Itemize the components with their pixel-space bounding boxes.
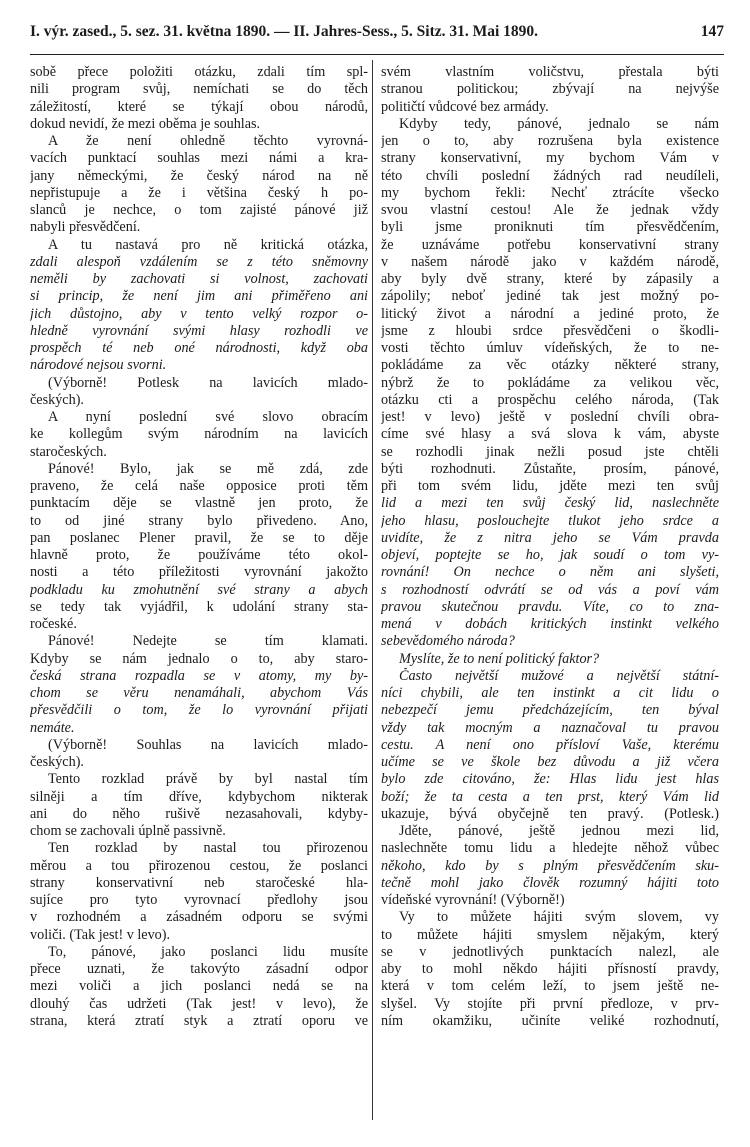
text-line: lid a mezi ten svůj český lid, naslechněte [381,495,719,512]
text-line: zdali alespoň vzdálením se z této sněmovny [30,253,368,270]
text-line: svém vlastním voličstvu, přestala býti [381,64,719,80]
text-line: Jděte, pánové, ještě jednou mezi lid, [399,823,719,839]
text-line: ročeské. [30,616,77,632]
text-line: praveno, že celá naše opposice proti těm [30,478,368,494]
text-line: jest! v levo) ještě v poslední chvíli obra- [381,409,719,425]
text-line: to můžete hájiti smyslem nějakým, který [381,926,719,943]
text-line: pokládáme za věc otázky některé strany, [381,357,719,374]
text-line: cestu. A není ono přísloví Vaše, kterému [381,736,719,753]
text-line: nýbrž že to pokládáme za velikou věc, [381,374,719,391]
text-line: címe své hlasy a svá slova k vám, abyste [381,426,719,443]
text-line: Kdyby tedy, pánové, jednalo se nám [399,115,719,132]
text-line: A nyní poslední své slovo obracím [48,409,368,425]
text-line: Pánové! Bylo, jak se mě zdá, zde [48,460,368,477]
text-line: vacích punktací souhlas mezi námi a kra- [30,150,368,167]
text-line: byli jsme proniknuti tím přesvědčením, [381,219,719,236]
text-line: voliči. (Tak jest! v levo). [30,926,171,943]
text-line: při tom svém lidu, jděte mezi ten svůj [381,478,719,494]
text-line: litický život a národní a jediné proto, že [381,305,719,322]
text-line: dokud nevidí, že mezi oběma je souhlas. [30,115,261,132]
text-line: (Výborně! Souhlas na lavicích mlado- [48,736,368,753]
text-line: neměli by zachovati si volnost, zachovati [30,271,368,287]
text-line: političtí vůdcové bez armády. [381,98,549,115]
left-column [30,64,368,1030]
text-line: prospěch té neb oné národnosti, když oba [30,340,368,356]
text-line: nabyli přesvědčení. [30,219,141,236]
text-line: přesvědčili o tom, že lo vyrovnání přijati [30,702,368,719]
text-line: dlouhý čas udržeti (Tak jest! v levo), že [30,995,368,1012]
text-line: staročeských. [30,443,107,460]
text-line: ním okamžiku, učiníte veliké rozhodnutí, [381,1012,719,1029]
text-line: boží; že ta cesta a ten prst, který Vám lid [381,788,719,805]
text-line: nosti a této příležitosti vyrovnání jakožto [30,564,368,581]
text-line: To, pánové, jako poslanci lidu musíte [48,943,368,960]
text-line: pan poslanec Plener pravil, že se to děje [30,529,368,546]
text-line: chom se věru nenamáhali, abychom Vás [30,685,368,701]
text-line: jich důstojno, aby v tento velký rozpor o- [30,305,368,322]
text-line: hlavně proto, že používáme této okol- [30,547,368,563]
text-line: vosti těchto úmluv vídeňských, že to ne- [381,340,719,356]
text-line: vždy tak mocným a naznačoval tu pravou [381,719,719,736]
text-line: se tedy tak vyjádřil, k udolání strany sta- [30,598,368,615]
text-line: česká strana rozpadla se v atomy, my by- [30,667,368,684]
text-line: ani do něho rušivě nezasahovali, kdyby- [30,805,368,822]
text-line: my bychom řekli: Nechť ztrácíte všecko [381,184,719,201]
header-rule [30,54,724,55]
column-divider [372,60,373,1120]
text-line: aby byly dvě strany, které by zápasily a [381,271,719,287]
text-line: se rozhodli jinak nežli posud jste chtěli [381,443,719,460]
text-line: jeho hlasu, poslouchejte tlukot jeho srdce a [381,512,719,529]
text-line: jen o to, aby rozrušena byla existence [381,133,719,149]
text-line: slanců je nechce, o tom zajisté pánové již [30,202,368,218]
text-line: Vy to můžete hájiti svým slovem, vy [399,909,719,926]
text-line: mená v dobách kritických instinkt velkého [381,616,719,632]
text-line: sobě přece položiti otázku, zdali tím spl- [30,64,368,80]
text-line: strany konservativní, my bychom Vám v [381,150,719,167]
text-line: strana, která ztratí styk a ztratí oporu ve [30,1012,368,1029]
text-line: ukazuje, bývá obyčejně ten pravý. (Potlesk.) [381,805,719,822]
text-line: v rozhodném a zásadném odporu se svými [30,909,368,926]
text-line: měrou a tou přirozenou cestou, že poslanci [30,857,368,874]
running-header [30,23,724,51]
text-line: s rozhodností odvrátí se od vás a poví vám [381,581,719,598]
text-line: podkladu ku zmohutnění své strany a abych [30,581,368,598]
text-line: rovnání! On nechce o něm ani slyšeti, [381,564,719,581]
page-number: 147 [700,23,724,40]
text-line: jany německými, že český národ na ně [30,167,368,184]
text-line: záležitostí, které se týkají obou národů, [30,98,368,115]
text-line: této chvíli poslední žádných rad neudíleli, [381,167,719,184]
text-line: Tento rozklad právě by byl nastal tím [48,771,368,788]
text-line: strany konservativní neb staročeské hla- [30,874,368,891]
text-line: že uznáváme potřebu konservativní strany [381,236,719,253]
text-line: tečně mohl jako člověk rozumný hájiti toto [381,874,719,891]
text-line: národové nejsou svorni. [30,357,167,374]
right-column [381,64,719,1030]
text-line: silněji a tím dříve, kdybychom nikterak [30,788,368,805]
text-line: chom se zachovali úplně passivně. [30,823,226,839]
text-line: českých). [30,754,84,770]
text-line: vídeňské vyrovnání! (Výborně!) [381,892,565,908]
text-line: (Výborně! Potlesk na lavicích mlado- [48,374,368,391]
text-line: bylo zde citováno, že: Hlas lidu jest hlas [381,771,719,788]
text-line: nemáte. [30,719,75,736]
text-line: aby to mohl někdo hájiti přísností pravdy, [381,961,719,977]
text-line: nepřistupuje a že i většina český h po- [30,184,368,201]
text-line: slyšel. Vy stojíte při první předloze, v prv- [381,995,719,1012]
text-line: Kdyby se nám jednalo o to, aby staro- [30,650,368,667]
text-line: někoho, kdo by s plným přesvědčením sku- [381,857,719,874]
text-line: objeví, poptejte se ho, jak soudí o tom vy- [381,547,719,563]
text-line: uvidíte, že z nitra jeho se Vám pravda [381,529,719,546]
text-line: si princip, že není jim ani přiměřeno ani [30,288,368,305]
text-line: českých). [30,391,84,408]
text-line: stranou politickou; zbývají na nejvýše [381,81,719,98]
text-line: otázku cti a prospěchu celého národa, (Tak [381,391,719,408]
text-line: přece uznati, že takovýto zásadní odpor [30,961,368,977]
text-line: sujíce pro tyto vyrovnací předlohy jsou [30,892,368,908]
text-line: naslechněte tomu lidu a hledejte něhož vůbec [381,840,719,857]
text-line: sebevědomého národa? [381,633,515,650]
text-line: nili program svůj, nemíchati se do těch [30,81,368,98]
text-line: zápolily; neboť jediné tak jest možný po- [381,288,719,305]
text-line: Ten rozklad by nastal tou přirozenou [48,840,368,857]
text-line: nebezpečí jemu předcházejícím, ten býval [381,702,719,719]
text-line: jsme z hloubi srdce přesvědčeni o škodli- [381,322,719,339]
header-left: I. výr. zased., 5. sez. 31. května 1890. — II. Jahres-Sess., 5. Sitz. 31. Mai 1890. [30,23,539,40]
text-line: mezi voliči a jich poslanci nedá se na [30,978,368,995]
text-line: se v jednotlivých punktacích nalezl, ale [381,943,719,960]
text-line: která v tom celém leží, to jsem ještě ne- [381,978,719,995]
text-line: A tu nastavá pro ně kritická otázka, [48,236,368,253]
text-line: Myslíte, že to není politický faktor? [399,650,600,667]
text-line: A že není ohledně těchto vyrovná- [48,133,368,149]
text-line: pravou skutečnou pravdu. Víte, co to zna- [381,598,719,615]
text-line: punktacím děje se vlastně jen proto, že [30,495,368,512]
text-line: v našem národě jako v každém národě, [381,253,719,270]
text-line: ke kollegům svým národním na lavicích [30,426,368,443]
text-line: svou vlastní cestou! Ale že jednak vždy [381,202,719,218]
text-line: hledně vyrovnání svými hlasy rozhodli ve [30,322,368,339]
text-line: Pánové! Nedejte se tím klamati. [48,633,368,650]
text-line: to od jiné strany bylo přivedeno. Ano, [30,512,368,529]
text-line: učíme se ve škole bez důvodu a již včera [381,754,719,770]
text-line: Často největší mužové a největší státní- [399,667,719,684]
text-line: níci chybili, ale ten instinkt a cit lidu o [381,685,719,701]
text-line: býti rozhodnuti. Zůstaňte, prosím, pánové, [381,460,719,477]
